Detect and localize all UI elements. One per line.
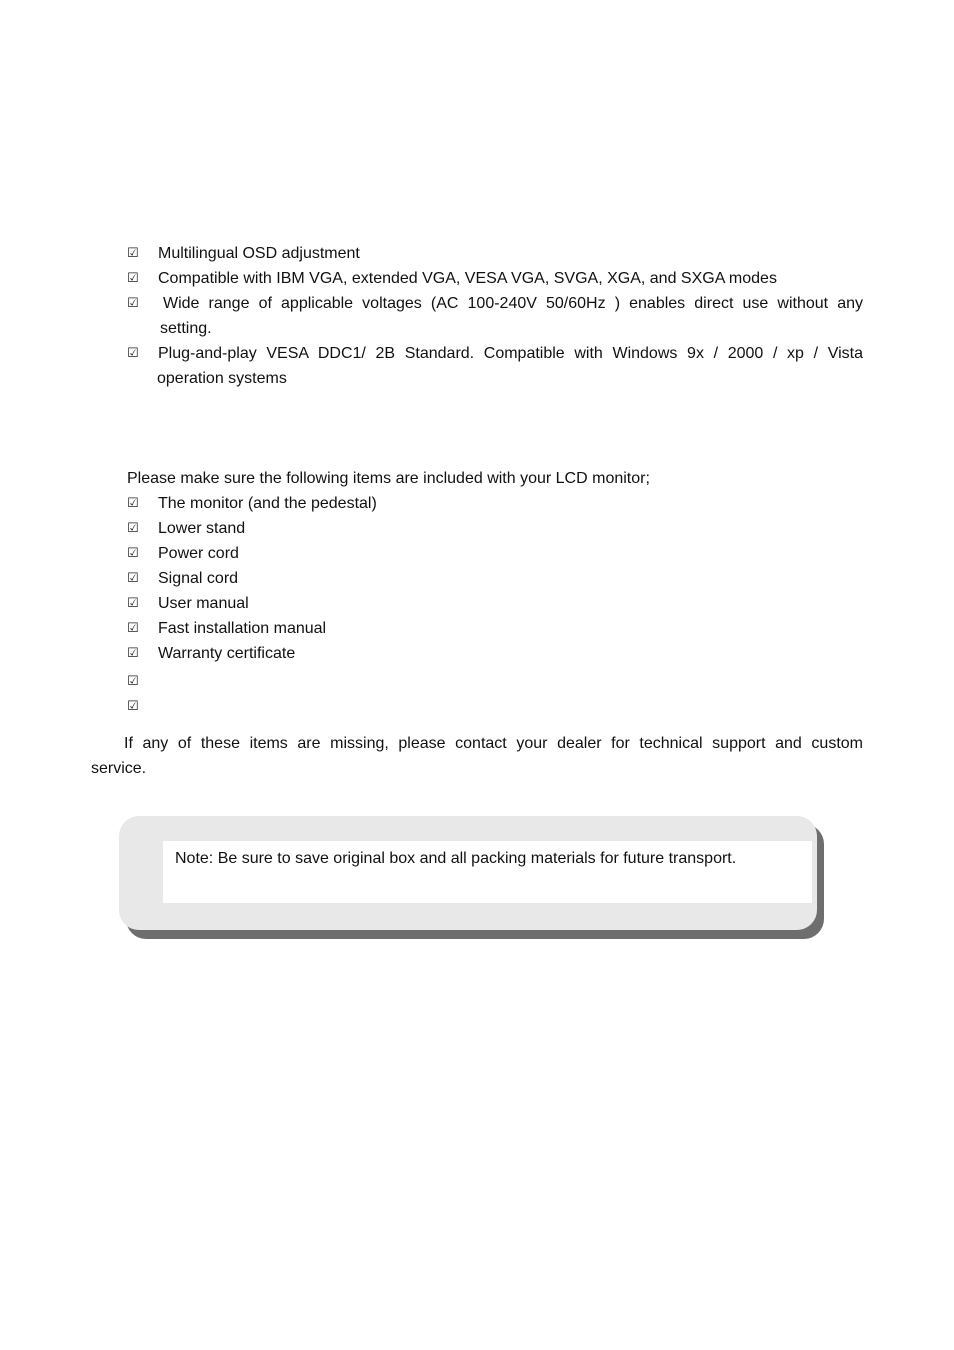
note-text: Note: Be sure to save original box and all packing materials for future transport. bbox=[175, 850, 737, 867]
feature-item: Multilingual OSD adjustment bbox=[158, 245, 360, 262]
missing-items-line: If any of these items are missing, please contact your dealer for technical support and custom bbox=[124, 735, 863, 752]
package-item: The monitor (and the pedestal) bbox=[158, 495, 377, 512]
checkbox-icon: ☑ bbox=[127, 699, 139, 714]
feature-item: Compatible with IBM VGA, extended VGA, VESA VGA, SVGA, XGA, and SXGA modes bbox=[158, 270, 777, 287]
checkbox-icon: ☑ bbox=[127, 621, 139, 636]
checkbox-icon: ☑ bbox=[127, 346, 139, 361]
checkbox-icon: ☑ bbox=[127, 521, 139, 536]
feature-item-line: Wide range of applicable voltages (AC 100-240V 50/60Hz ) enables direct use without any bbox=[163, 295, 863, 312]
note-content bbox=[163, 841, 812, 903]
package-item: Lower stand bbox=[158, 520, 246, 537]
package-item: User manual bbox=[158, 595, 249, 612]
package-item: Signal cord bbox=[158, 570, 239, 587]
missing-items-line: service. bbox=[91, 760, 147, 777]
checkbox-icon: ☑ bbox=[127, 646, 139, 661]
package-intro: Please make sure the following items are included with your LCD monitor; bbox=[127, 470, 650, 487]
checkbox-icon: ☑ bbox=[127, 296, 139, 311]
feature-item-line: setting. bbox=[160, 320, 212, 337]
package-item: Warranty certificate bbox=[158, 645, 296, 662]
checkbox-icon: ☑ bbox=[127, 546, 139, 561]
checkbox-icon: ☑ bbox=[127, 246, 139, 261]
package-item: Power cord bbox=[158, 545, 239, 562]
checkbox-icon: ☑ bbox=[127, 496, 139, 511]
package-item: Fast installation manual bbox=[158, 620, 327, 637]
checkbox-icon: ☑ bbox=[127, 571, 139, 586]
feature-item-line: Plug-and-play VESA DDC1/ 2B Standard. Compatible with Windows 9x / 2000 / xp / Vista bbox=[158, 345, 863, 362]
checkbox-icon: ☑ bbox=[127, 596, 139, 611]
checkbox-icon: ☑ bbox=[127, 271, 139, 286]
checkbox-icon: ☑ bbox=[127, 674, 139, 689]
feature-item-line: operation systems bbox=[157, 370, 287, 387]
